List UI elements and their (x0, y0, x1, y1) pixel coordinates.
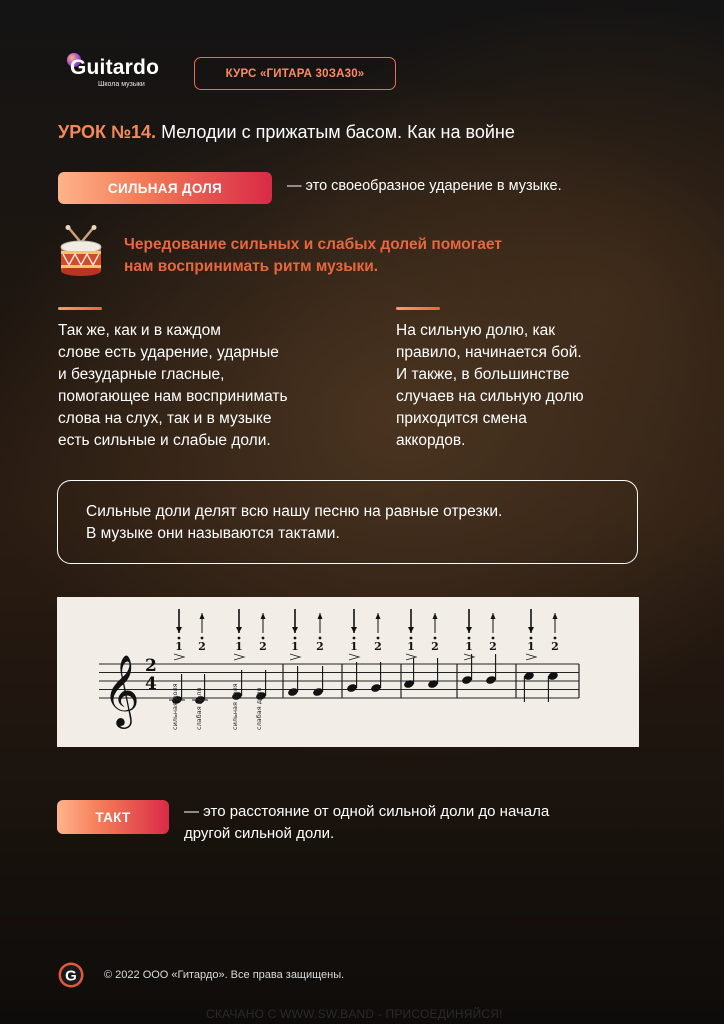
note (312, 613, 324, 697)
accent-mark (234, 654, 244, 660)
note (547, 613, 559, 702)
column-right-line: правило, начинается бой. (396, 344, 582, 361)
beat-number: 1 (407, 640, 415, 653)
strong-beat-label: сильная доля (231, 683, 239, 730)
beat-number: 2 (551, 640, 559, 653)
drum-icon (58, 225, 104, 277)
footer-logo-icon (58, 962, 84, 988)
bar-definition-line-1: — это расстояние от одной сильной доли до начала (184, 803, 550, 820)
strong-beat-term: СИЛЬНАЯ ДОЛЯ (107, 180, 223, 196)
column-left-line: и безударные гласные, (58, 366, 225, 383)
note (427, 613, 439, 689)
brand-name: Guitardo (70, 56, 160, 79)
beat-number: 2 (431, 640, 439, 653)
lesson-name: Мелодии с прижатым басом. Как на войне (161, 122, 515, 142)
column-right-line: приходится смена (396, 410, 527, 427)
beat-number: 1 (465, 640, 473, 653)
column-right-line: И также, в большинстве (396, 366, 570, 383)
column-left-text (58, 320, 358, 452)
column-left-line: Так же, как и в каждом (58, 322, 221, 339)
accent-mark (290, 654, 300, 660)
bar-term-pill (57, 800, 169, 834)
column-left-accent-bar (58, 307, 102, 310)
bar-definition-line-2: другой сильной доли. (184, 825, 335, 842)
accent-mark (406, 654, 416, 660)
beat-number: 1 (175, 640, 183, 653)
course-badge (194, 57, 396, 90)
measures-note-line-2: В музыке они называются тактами. (86, 525, 340, 542)
treble-clef-icon: 𝄞 (103, 653, 140, 726)
drum-note-line-1: Чередование сильных и слабых долей помогает (124, 236, 502, 253)
weak-beat-label: слабая доля (255, 687, 263, 730)
weak-beat-label: слабая доля (195, 687, 203, 730)
brand-logo[interactable] (70, 56, 180, 96)
beat-number: 2 (489, 640, 497, 653)
time-signature-bottom: 4 (145, 674, 157, 694)
measures-note-box (57, 480, 638, 564)
lesson-number: УРОК №14. (58, 122, 157, 142)
brand-tagline: Школа музыки (98, 81, 145, 88)
svg-text:G: G (65, 967, 77, 985)
bar-term: ТАКТ (95, 809, 131, 825)
beat-number: 1 (291, 640, 299, 653)
accent-mark (464, 654, 474, 660)
note (403, 609, 416, 689)
music-notation (57, 597, 639, 747)
beat-number: 1 (527, 640, 535, 653)
beat-number: 2 (374, 640, 382, 653)
column-left-line: слова на слух, так и в музыке (58, 410, 272, 427)
column-right-line: аккордов. (396, 432, 466, 449)
column-left-line: слове есть ударение, ударные (58, 344, 279, 361)
strong-beat-term-pill (58, 172, 272, 204)
beat-number: 2 (198, 640, 206, 653)
beat-number: 1 (235, 640, 243, 653)
note (461, 609, 474, 685)
download-watermark: СКАЧАНО С WWW.SW.BAND - ПРИСОЕДИНЯЙСЯ! (206, 1007, 503, 1021)
strong-beat-label: сильная доля (171, 683, 179, 730)
beat-number: 2 (316, 640, 324, 653)
column-right-text (396, 320, 656, 452)
column-left-line: есть сильные и слабые доли. (58, 432, 271, 449)
drum-note (124, 234, 604, 278)
column-right-line: случаев на сильную долю (396, 388, 584, 405)
accent-mark (526, 654, 536, 660)
lesson-title (58, 122, 515, 143)
accent-mark (349, 654, 359, 660)
time-signature-top: 2 (145, 656, 157, 676)
column-left-line: помогающее нам воспринимать (58, 388, 288, 405)
measures-note-line-1: Сильные доли делят всю нашу песню на равные отрезки. (86, 503, 503, 520)
note (523, 609, 536, 702)
drum-note-line-2: нам воспринимать ритм музыки. (124, 258, 379, 275)
note (346, 609, 359, 693)
note (287, 609, 300, 697)
strong-beat-definition: — это своеобразное ударение в музыке. (287, 178, 562, 194)
accent-mark (174, 654, 184, 660)
column-right-accent-bar (396, 307, 440, 310)
beat-number: 1 (350, 640, 358, 653)
course-badge-label: КУРС «ГИТАРА 30ЗА30» (225, 67, 365, 80)
column-right-line: На сильную долю, как (396, 322, 556, 339)
bar-definition (184, 801, 664, 845)
note (485, 613, 497, 685)
beat-number: 2 (259, 640, 267, 653)
copyright-text: © 2022 ООО «Гитардо». Все права защищены. (104, 969, 345, 981)
